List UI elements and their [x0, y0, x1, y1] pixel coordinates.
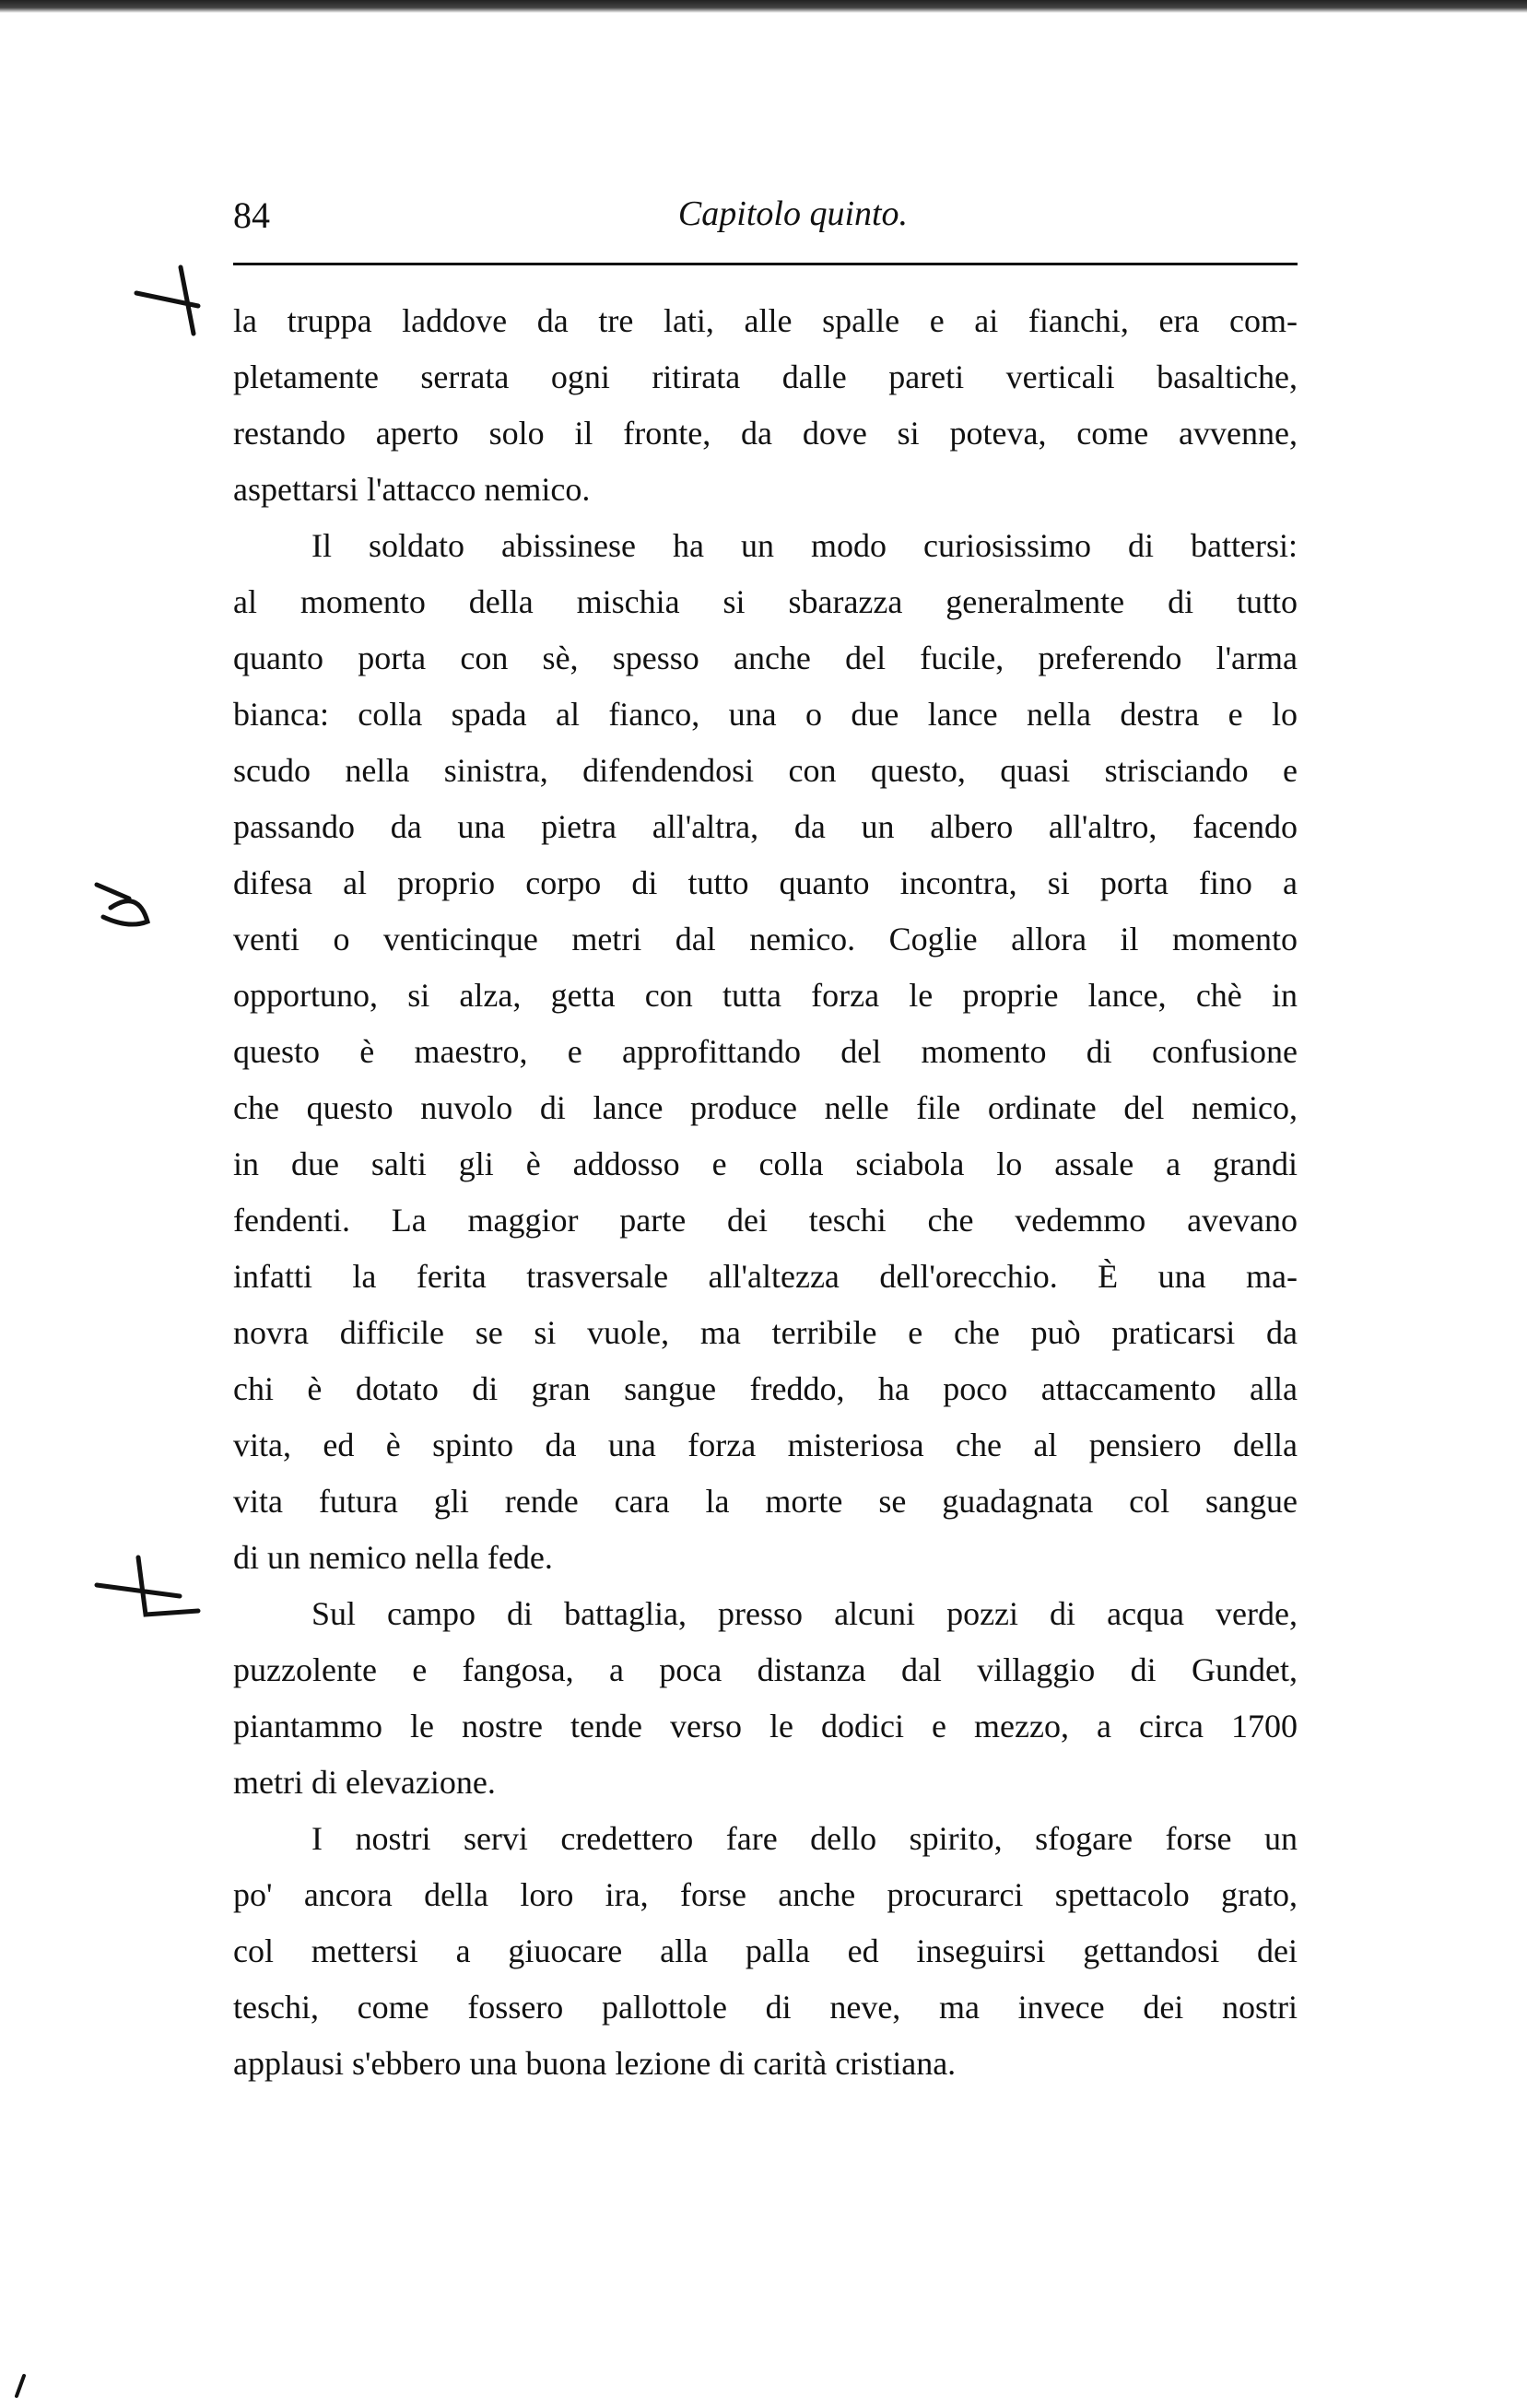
text-line: puzzolente e fangosa, a poca distanza dal villaggio di Gundet,: [233, 1651, 1298, 1688]
text-line: difesa al proprio corpo di tutto quanto incontra, si porta fino a: [233, 864, 1298, 901]
text-line: aspettarsi l'attacco nemico.: [233, 471, 591, 508]
text-line: Sul campo di battaglia, presso alcuni pozzi di acqua verde,: [311, 1595, 1298, 1632]
pencil-cross-mark-1: [136, 267, 198, 334]
running-title: Capitolo quinto.: [677, 194, 909, 233]
text-line: vita futura gli rende cara la morte se guadagnata col sangue: [233, 1483, 1298, 1520]
text-line: col mettersi a giuocare alla palla ed inseguirsi gettandosi dei: [233, 1932, 1298, 1969]
text-line: scudo nella sinistra, difendendosi con questo, quasi strisciando e: [233, 752, 1298, 789]
text-line: po' ancora della loro ira, forse anche procurarci spettacolo grato,: [233, 1876, 1298, 1913]
text-line: venti o venticinque metri dal nemico. Coglie allora il momento: [233, 921, 1298, 957]
running-header: [233, 194, 1298, 249]
text-line: restando aperto solo il fronte, da dove si poteva, come avvenne,: [233, 415, 1298, 452]
text-line: la truppa laddove da tre lati, alle spalle e ai fianchi, era com-: [233, 302, 1298, 339]
text-line: di un nemico nella fede.: [233, 1539, 553, 1576]
text-line: novra difficile se si vuole, ma terribile e che può praticarsi da: [233, 1314, 1298, 1351]
text-line: quanto porta con sè, spesso anche del fucile, preferendo l'arma: [233, 640, 1298, 676]
text-line: pletamente serrata ogni ritirata dalle pareti verticali basaltiche,: [233, 358, 1298, 395]
text-line: Il soldato abissinese ha un modo curiosissimo di battersi:: [311, 527, 1298, 564]
text-line: fendenti. La maggior parte dei teschi che vedemmo avevano: [233, 1202, 1298, 1239]
pencil-mark-2: [97, 885, 147, 924]
text-line: I nostri servi credettero fare dello spirito, sfogare forse un: [311, 1820, 1298, 1857]
text-line: questo è maestro, e approfittando del momento di confusione: [233, 1033, 1298, 1070]
pencil-tick-4: [17, 2376, 24, 2396]
text-line: al momento della mischia si sbarazza generalmente di tutto: [233, 583, 1298, 620]
text-line: bianca: colla spada al fianco, una o due lance nella destra e lo: [233, 696, 1298, 733]
text-line: metri di elevazione.: [233, 1764, 496, 1801]
text-line: piantammo le nostre tende verso le dodici e mezzo, a circa 1700: [233, 1708, 1298, 1744]
text-line: infatti la ferita trasversale all'altezza dell'orecchio. È una ma-: [233, 1258, 1298, 1295]
paragraph: [233, 1586, 1298, 1811]
scan-edge: [0, 0, 1527, 13]
text-line: applausi s'ebbero una buona lezione di carità cristiana.: [233, 2045, 957, 2082]
text-line: teschi, come fossero pallottole di neve, ma invece dei nostri: [233, 1989, 1298, 2026]
header-rule: [233, 263, 1298, 265]
paragraph: [233, 293, 1298, 518]
text-line: opportuno, si alza, getta con tutta forza le proprie lance, chè in: [233, 977, 1298, 1014]
text-line: vita, ed è spinto da una forza misteriosa che al pensiero della: [233, 1427, 1298, 1463]
text-line: passando da una pietra all'altra, da un albero all'altro, facendo: [233, 808, 1298, 845]
paragraph: [233, 518, 1298, 1586]
pencil-cross-mark-3: [97, 1557, 198, 1615]
text-line: in due salti gli è addosso e colla sciabola lo assale a grandi: [233, 1145, 1298, 1182]
paragraph: [233, 1811, 1298, 2092]
page-number: 84: [233, 194, 270, 236]
text-line: che questo nuvolo di lance produce nelle file ordinate del nemico,: [233, 1089, 1298, 1126]
page-body: [233, 293, 1298, 2092]
text-line: chi è dotato di gran sangue freddo, ha poco attaccamento alla: [233, 1370, 1298, 1407]
